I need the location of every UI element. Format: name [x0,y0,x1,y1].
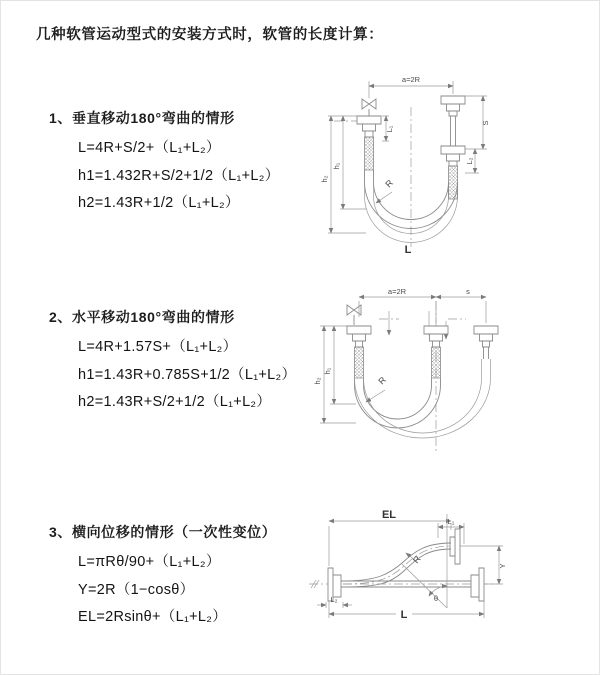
formula-y-3: Y=2R（1−cosθ） [78,581,195,598]
hose-fitting-right-lower [441,146,465,199]
dimension-travel [465,96,490,173]
hose-curves [355,359,491,438]
formula-h2-2: h2=1.43R+S/2+1/2（L₁+L₂） [78,394,272,410]
angle-theta [402,514,447,608]
centerlines [379,301,466,453]
dim-label-span: a=2R [401,75,421,84]
formula-h2-1: h2=1.43R+1/2（L₁+L₂） [78,195,240,211]
dimension-radius [366,374,388,402]
flange-right [471,568,484,601]
hose-fitting-left [357,116,381,170]
dim-label-el: EL [381,509,397,521]
dimension-fitting-left [382,116,394,141]
dimension-heights [313,326,356,423]
formula-el-3: EL=2Rsinθ+（L₁+L₂） [78,609,228,625]
diagram-horizontal-bend [296,281,596,476]
formula-length-2: L=4R+1.57S+（L₁+L₂） [78,339,238,355]
dim-label-h2: h₂ [320,175,329,183]
dim-label-h2: h₂ [313,377,322,385]
dim-label-length: L [400,609,408,621]
flange-top-right [450,529,460,564]
hose-fitting-right-upper [441,96,465,146]
dim-label-fit-left: L₂ [330,595,338,604]
section-lateral-shift [49,522,276,632]
dim-label-h1: h₁ [323,367,332,375]
formula-length-3: L=πRθ/90+（L₁+L₂） [78,554,221,570]
section-vertical-bend [49,108,280,218]
section-1-heading: 1、垂直移动180°弯曲的情形 [49,110,235,126]
dim-label-radius: R [410,553,423,566]
valve-icon [362,99,376,116]
section-2-heading: 2、水平移动180°弯曲的情形 [49,309,235,325]
hose-curve [341,543,452,587]
dimension-span [359,287,486,323]
dim-label-travel: S [481,120,490,126]
dimension-span [369,75,453,98]
dimension-radius [406,553,423,565]
formula-h1-1: h1=1.432R+S/2+1/2（L₁+L₂） [78,167,280,184]
page-title: 几种软管运动型式的安装方式时，软管的长度计算： [36,27,384,43]
dim-label-radius: R [383,177,396,190]
formula-length-1: L=4R+S/2+（L₁+L₂） [78,140,221,156]
dimension-el [329,509,451,566]
dim-label-fit-left: L₁ [385,125,394,133]
formula-h1-2: h1=1.43R+0.785S+1/2（L₁+L₂） [78,366,297,383]
section-3-heading: 3、横向位移的情形（一次性变位） [49,524,277,540]
hose-fitting-left [347,326,371,378]
section-horizontal-bend [49,307,296,417]
dim-label-travel: s [466,287,470,296]
diagram-vertical-bend [296,61,596,261]
dimension-length [329,601,484,621]
dim-label-h1: h₁ [332,162,341,170]
hose-fitting-right [474,326,498,359]
dim-label-angle: θ [433,594,439,603]
dim-label-fit-top: L₁ [447,517,455,526]
dimension-heights [320,116,366,233]
dim-label-radius: R [376,374,389,387]
dimension-fitting-left [317,595,352,608]
dim-label-span: a=2R [387,287,407,296]
dim-label-length: L [404,244,412,256]
dimension-radius [376,177,395,203]
diagram-lateral-shift [301,496,600,661]
hose-fitting-middle [424,326,448,378]
dim-label-fit-right: L₂ [465,157,474,165]
dim-label-offset: Y [498,563,507,569]
